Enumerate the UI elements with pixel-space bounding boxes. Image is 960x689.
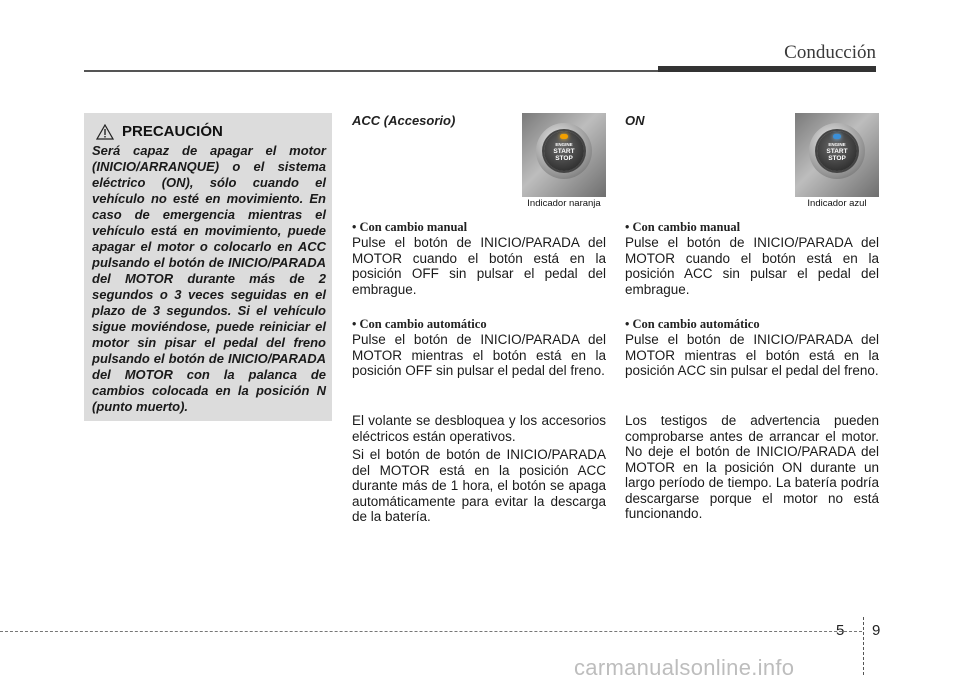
footer-rule xyxy=(0,631,862,632)
acc-paragraph-1: El volante se desbloquea y los accesorios eléctricos están operativos. xyxy=(352,413,606,444)
button-label-stop: STOP xyxy=(555,155,573,162)
engine-start-stop-button-image xyxy=(536,123,592,179)
header-rule xyxy=(84,70,658,72)
button-label-start: START xyxy=(553,148,575,155)
on-auto-heading: • Con cambio automático xyxy=(625,317,760,331)
chapter-number: 5 xyxy=(836,622,845,639)
acc-button-photo xyxy=(522,113,606,211)
on-button-photo xyxy=(795,113,879,211)
caution-text: Será capaz de apagar el motor (INICIO/ARRANQUE) o el sistema eléctrico (ON), sólo cuando el vehículo no esté en movimiento. En caso de emergencia mientras el vehículo está en movimiento, puede apagar el motor o colocarlo en ACC pulsando el botón de INICIO/PARADA del MOTOR durante más de 2 segundos o 3 veces seguidas en el plazo de 3 segundos. Si el vehículo sigue moviéndose, puede reiniciar el motor sin pisar el pedal del freno pulsando el botón de INICIO/PARADA del MOTOR con la palanca de cambios colocada en la posición N (punto muerto). xyxy=(92,143,326,414)
on-title: ON xyxy=(625,113,645,128)
on-manual-text: Pulse el botón de INICIO/PARADA del MOTOR cuando el botón está en la posición ACC sin pulsar el pedal del embrague. xyxy=(625,235,879,297)
acc-auto-heading: • Con cambio automático xyxy=(352,317,487,331)
page-number: 9 xyxy=(872,622,881,639)
caution-header xyxy=(96,123,326,140)
header-bar xyxy=(658,66,876,72)
orange-indicator-light xyxy=(560,134,568,139)
button-label-engine: ENGINE xyxy=(555,142,573,147)
on-auto-text: Pulse el botón de INICIO/PARADA del MOTOR mientras el botón está en la posición ACC sin pulsar el pedal del freno. xyxy=(625,332,879,378)
on-paragraph-1: Los testigos de advertencia pueden comprobarse antes de arrancar el motor. No deje el botón de INICIO/PARADA del MOTOR en la posición ON durante un largo período de tiempo. La batería podría descargarse porque el motor no está funcionando. xyxy=(625,413,879,521)
button-label-engine: ENGINE xyxy=(828,142,846,147)
section-title: Conducción xyxy=(784,42,876,63)
acc-section xyxy=(352,113,606,524)
warning-triangle-icon xyxy=(96,124,114,140)
acc-manual-heading: • Con cambio manual xyxy=(352,220,468,234)
acc-paragraph-2: Si el botón de botón de INICIO/PARADA del MOTOR está en la posición ACC durante más de 1 hora, el botón se apaga automáticamente para evitar la descarga de la batería. xyxy=(352,447,606,524)
engine-start-stop-button-image xyxy=(809,123,865,179)
button-label-start: START xyxy=(826,148,848,155)
caution-box xyxy=(84,113,332,421)
acc-auto-text: Pulse el botón de INICIO/PARADA del MOTOR mientras el botón está en la posición OFF sin pulsar el pedal del freno. xyxy=(352,332,606,378)
on-manual-heading: • Con cambio manual xyxy=(625,220,741,234)
acc-manual-text: Pulse el botón de INICIO/PARADA del MOTOR cuando el botón está en la posición OFF sin pulsar el pedal del embrague. xyxy=(352,235,606,297)
on-section xyxy=(625,113,879,521)
footer-divider xyxy=(863,617,864,675)
button-label-stop: STOP xyxy=(828,155,846,162)
acc-image-caption: Indicador naranja xyxy=(522,197,606,211)
caution-title: PRECAUCIÓN xyxy=(122,123,223,140)
watermark[interactable]: carmanualsonline.info xyxy=(574,655,795,680)
on-image-caption: Indicador azul xyxy=(795,197,879,211)
blue-indicator-light xyxy=(833,134,841,139)
acc-title: ACC (Accesorio) xyxy=(352,113,456,128)
